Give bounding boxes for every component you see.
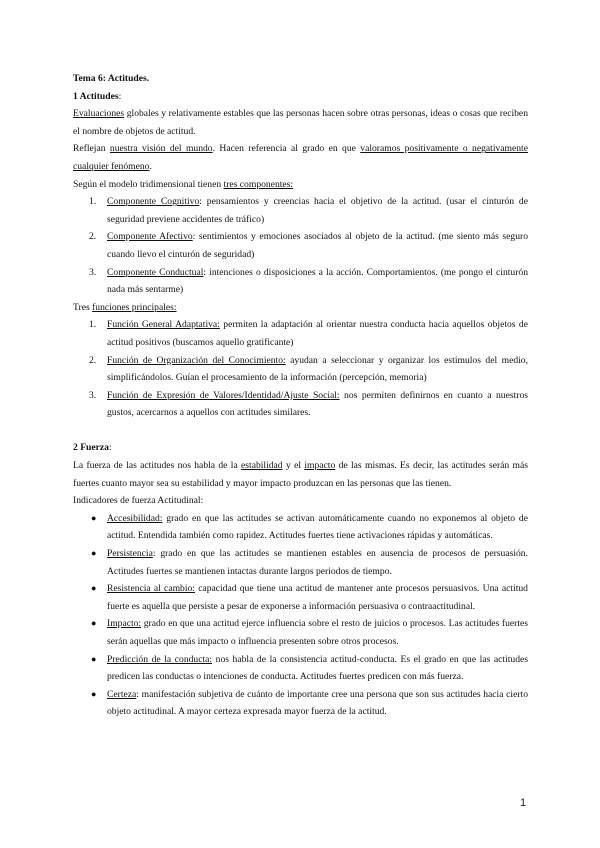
document-page: [73, 70, 528, 721]
list-item: ● Persistencia: grado en que las actitudes se mantienen estables en ausencia de procesos de persuasión. Actitudes fuertes se mantienen intactas durante largos periodos de tiempo.: [73, 545, 528, 580]
indicators-list: [73, 510, 528, 721]
bullet-icon: ●: [91, 512, 97, 523]
paragraph: La fuerza de las actitudes nos habla de la estabilidad y el impacto de las mismas. Es decir, las actitudes serán más fuertes cuanto mayor sea su estabilidad y mayor impacto produzcan en las personas que las tienen.: [73, 460, 528, 489]
section-title: 1 Actitudes:: [73, 90, 122, 102]
list-item: ● Resistencia al cambio: capacidad que tiene una actitud de mantener ante procesos persuasivos. Una actitud fuerte es aquella que persiste a pesar de exponerse a información persuasiva o contraactitudinal.: [73, 580, 528, 615]
page-title: Tema 6: Actitudes.: [73, 73, 150, 84]
list-item: ● Accesibilidad: grado en que las actitudes se activan automáticamente cuando no exponemos al objeto de actitud. Entendida también como rapidez. Actitudes fuertes tiene activaciones rápidas y automáticas.: [73, 510, 528, 545]
bullet-icon: ●: [91, 583, 97, 594]
section-title: 2 Fuerza:: [73, 442, 112, 454]
bullet-icon: ●: [91, 548, 97, 559]
list-item: ● Predicción de la conducta: nos habla de la consistencia actitud-conducta. Es el grado en que las actitudes predicen las conductas o intenciones de conducta. Actitudes fuertes predicen con más fuerza.: [73, 651, 528, 686]
paragraph: Tres funciones principales:: [73, 301, 177, 313]
list-item: 1. Componente Cognitivo: pensamientos y creencias hacia el objetivo de la actitud. (usar el cinturón de seguridad previene accidentes de tráfico): [89, 196, 528, 225]
list-item: 3. Componente Conductual: intenciones o disposiciones a la acción. Comportamientos. (me pongo el cinturón nada más sentarme): [89, 266, 528, 296]
list-item: 3. Función de Expresión de Valores/Identidad/Ajuste Social: nos permiten definirnos en cuanto a nuestros gustos, acercarnos a aquellos con actitudes similares.: [89, 389, 528, 419]
bullet-icon: ●: [91, 618, 97, 629]
page-number: 1: [520, 797, 527, 809]
bullet-icon: ●: [91, 653, 97, 664]
paragraph: Evaluaciones globales y relativamente estables que las personas hacen sobre otras personas, ideas o cosas que reciben el nombre de objetos de actitud.: [73, 108, 528, 137]
bullet-icon: ●: [91, 688, 97, 699]
functions-list: [73, 316, 528, 422]
list-item: 2. Componente Afectivo: sentimientos y emociones asociados al objeto de la actitud. (me siento más seguro cuando llevo el cinturón de seguridad): [89, 231, 528, 260]
list-item: 1. Función General Adaptativa: permiten la adaptación al orientar nuestra conducta hacia aquellos objetos de actitud positivos (buscamos aquello gratificante): [89, 319, 528, 348]
paragraph: Según el modelo tridimensional tienen tres componentes:: [73, 178, 294, 190]
list-item: ● Impacto: grado en que una actitud ejerce influencia sobre el resto de juicios o procesos. Las actitudes fuertes serán aquellas que más impacto o influencia presenten sobre otros procesos.: [73, 615, 528, 650]
paragraph: Reflejan nuestra visión del mundo. Hacen referencia al grado en que valoramos positivamente o negativamente cualquier fenómeno.: [73, 143, 528, 172]
components-list: [73, 193, 528, 299]
list-item: ● Certeza: manifestación subjetiva de cuánto de importante cree una persona que son sus actitudes hacia cierto objeto actitudinal. A mayor certeza expresada mayor fuerza de la actitud.: [73, 686, 528, 721]
list-item: 2. Función de Organización del Conocimiento: ayudan a seleccionar y organizar los estímulos del medio, simplificándolos. Guían el procesamiento de la información (percepción, memoria): [89, 354, 529, 384]
paragraph: Indicadores de fuerza Actitudinal:: [73, 495, 204, 507]
